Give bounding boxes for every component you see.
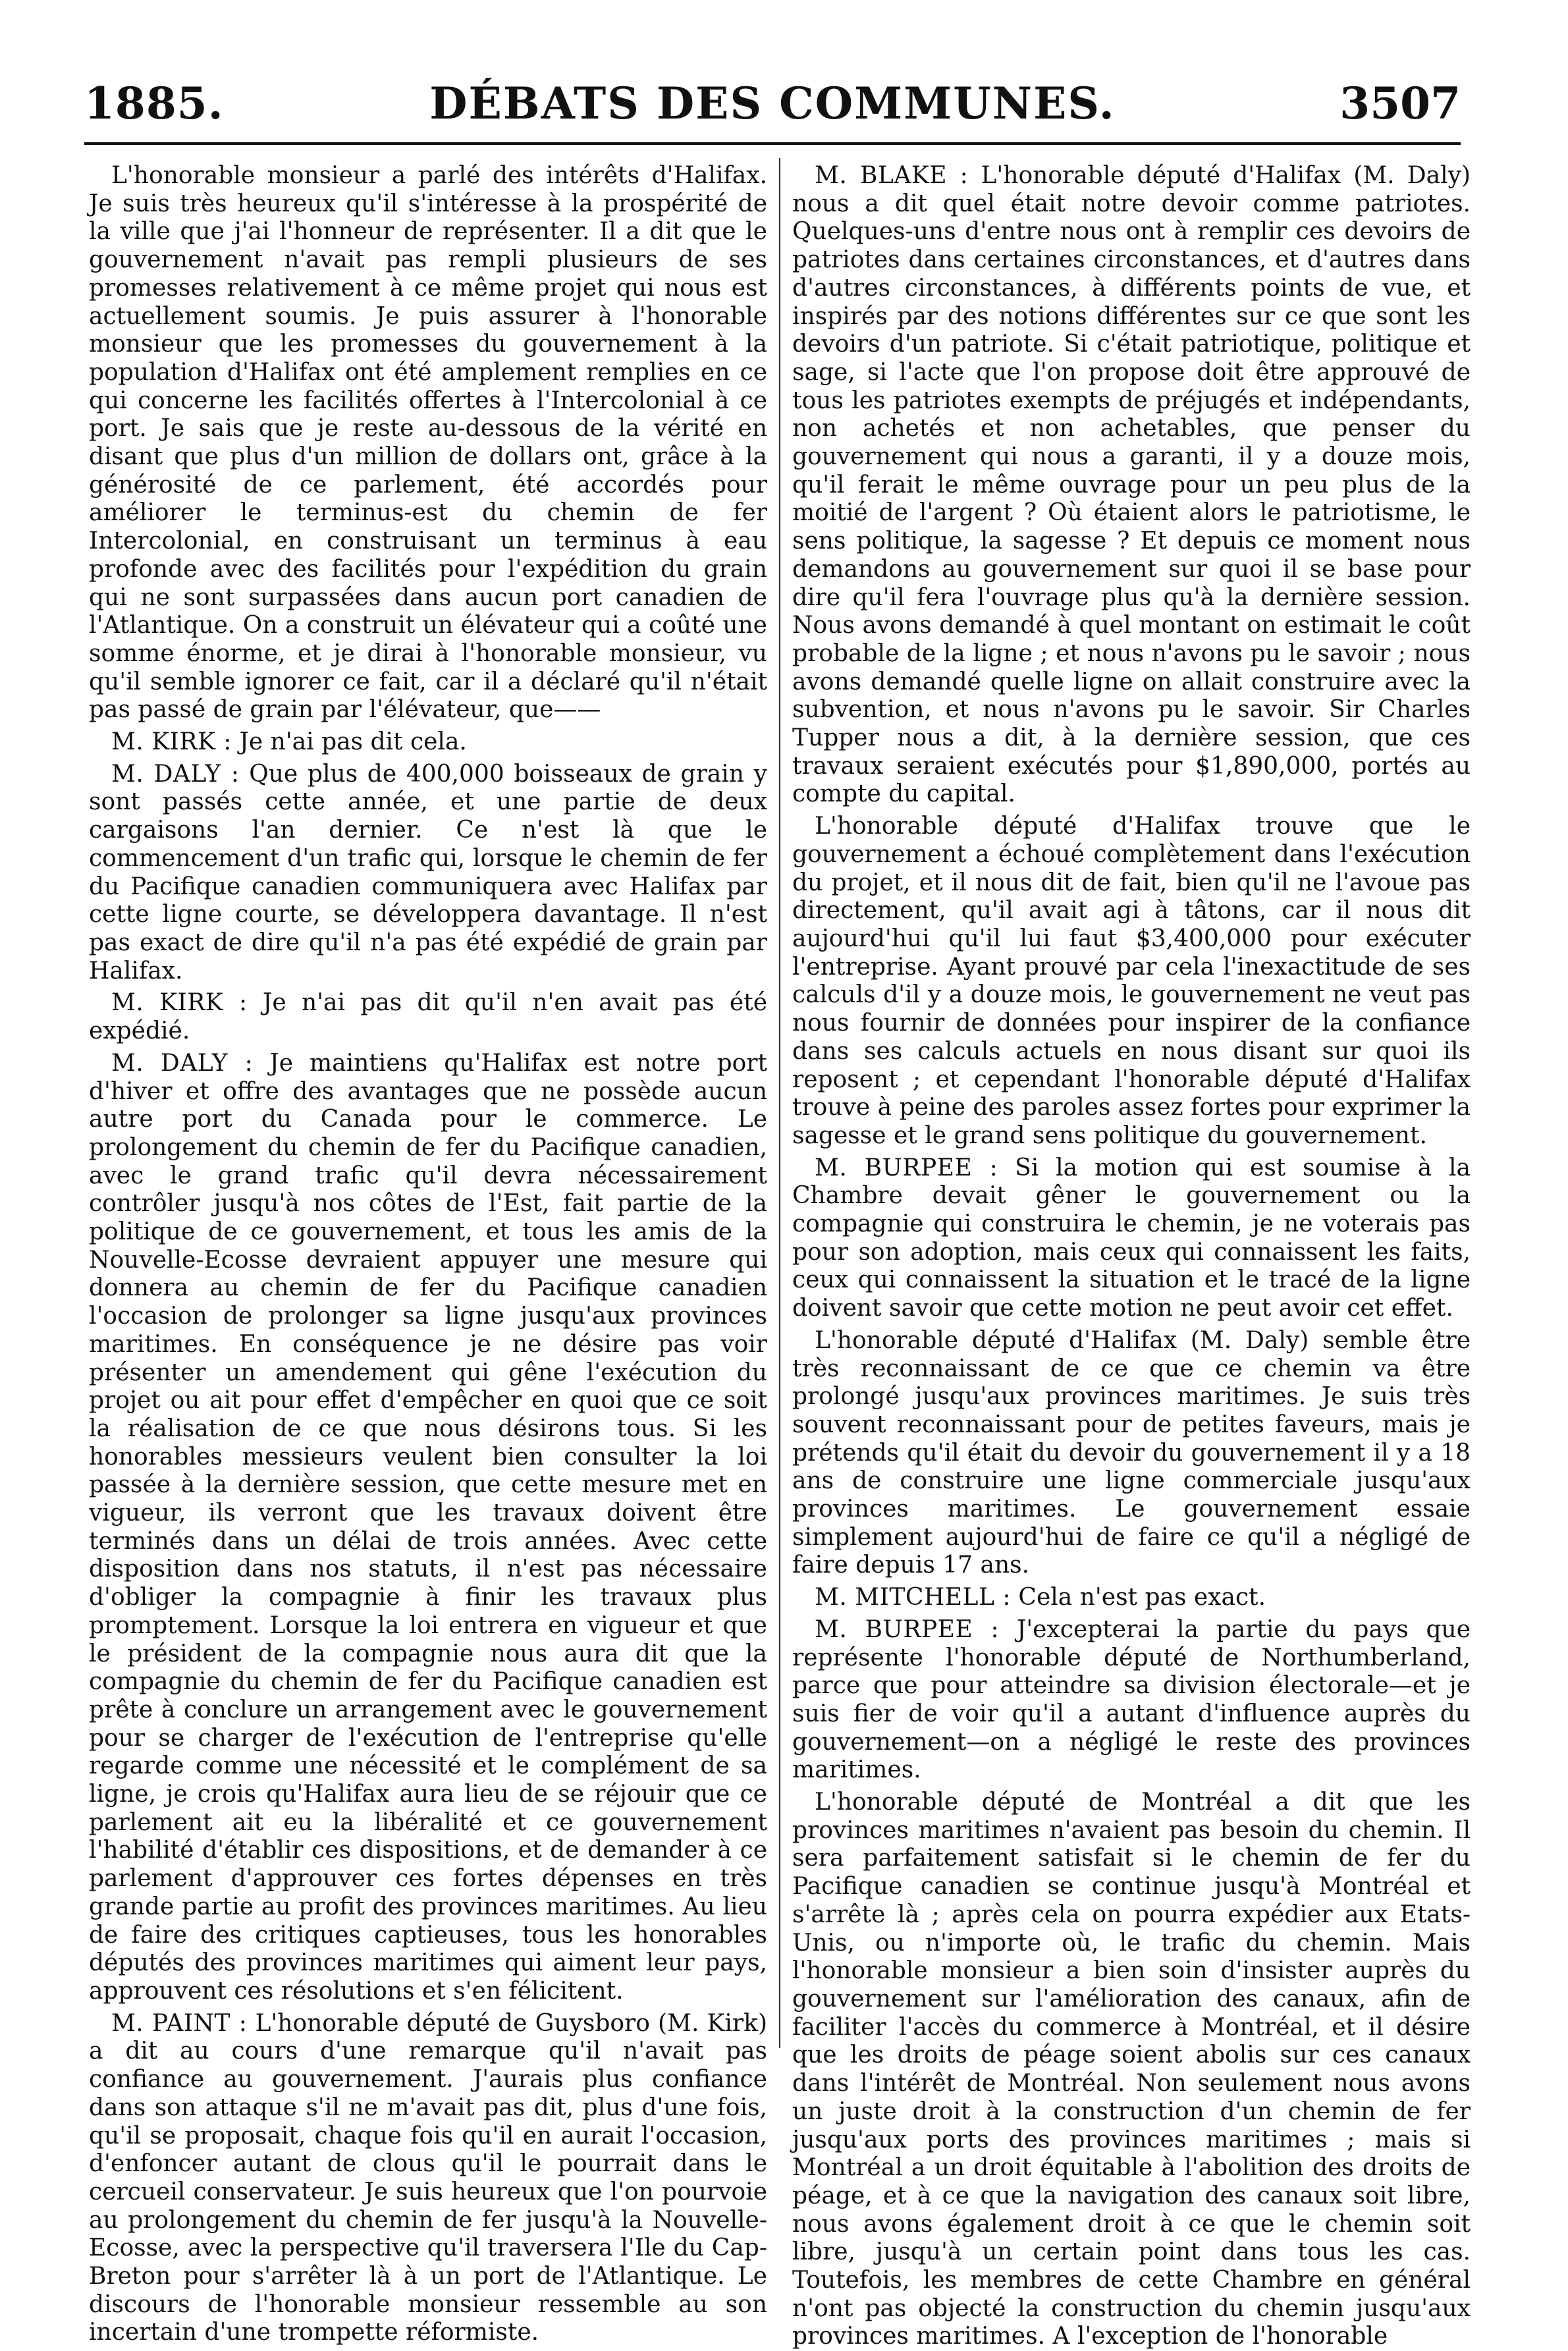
speaker-name: M. MITCHELL : [815, 1584, 1011, 1611]
header-page-number: 3507 [1339, 78, 1461, 129]
speaker-name: M. BURPEE : [815, 1154, 998, 1181]
speaker-name: M. KIRK : [111, 989, 248, 1017]
speaker-name: M. BLAKE : [815, 162, 969, 189]
paragraph [792, 162, 1471, 809]
right-column [792, 162, 1471, 2350]
header-title: DÉBATS DES COMMUNES. [429, 78, 1116, 129]
paragraph-text: Que plus de 400,000 boisseaux de grain y sont passés cette année, et une partie de deux cargaisons l'an dernier. Ce n'est là que le commencement d'un trafic qui, lorsque le chemin de fer du Pacifique canadien communiquera avec Halifax par cette ligne courte, se développera davantage. Il n'est pas exact de dire qu'il n'a pas été expédié de grain par Halifax. [89, 760, 767, 985]
paragraph-text: L'honorable député de Montréal a dit que les provinces maritimes n'avaient pas besoin du chemin. Il sera parfaitement satisfait si le chemin de fer du Pacifique canadien se continue jusqu'à Montréal et s'arrête là ; après cela on pourra expédier aux Etats-Unis, ou n'importe où, le trafic du chemin. Mais l'honorable monsieur a bien soin d'insister auprès du gouvernement sur l'amélioration des canaux, afin de faciliter l'accès du commerce à Montréal, et il désire que les droits de péage soient abolis sur ces canaux dans l'intérêt de Montréal. Non seulement nous avons un juste droit à la construction d'un chemin de fer jusqu'aux ports des provinces maritimes ; mais si Montréal a un droit équitable à l'abolition des droits de péage, et à ce que la navigation des canaux soit libre, nous avons également droit à ce que le chemin soit libre, jusqu'à un certain point dans tous les cas. Toutefois, les membres de cette Chambre en général n'ont pas objecté la construction du chemin jusqu'aux provinces maritimes. A l'exception de l'honorable [792, 1789, 1471, 2350]
paragraph-text: Je n'ai pas dit qu'il n'en avait pas été expédié. [89, 989, 768, 1045]
column-divider [779, 158, 780, 2048]
paragraph-text: Cela n'est pas exact. [1018, 1584, 1266, 1611]
paragraph [792, 1154, 1471, 1323]
paragraph [792, 1584, 1471, 1612]
header-rule [84, 142, 1461, 145]
speaker-name: M. KIRK : [111, 728, 232, 756]
paragraph [89, 1050, 767, 2006]
paragraph [89, 162, 767, 724]
paragraph-text: Si la motion qui est soumise à la Chambre devait gêner le gouvernement ou la compagnie qui construira le chemin, je ne voterais pas pour son adoption, mais ceux qui connaissent les faits, ceux qui connaissent la situation et le tracé de la ligne doivent savoir que cette motion ne peut avoir cet effet. [792, 1154, 1471, 1322]
speaker-name: M. PAINT : [111, 2009, 248, 2037]
paragraph [89, 989, 767, 1045]
paragraph-text: L'honorable député d'Halifax (M. Daly) nous a dit quel était notre devoir comme patriotes. Quelques-uns d'entre nous ont à remplir ces devoirs de patriotes dans certaines circonstances, et d'autres dans d'autres circonstances, à différents points de vue, et inspirés par des notions différentes sur ce que sont les devoirs d'un patriote. Si c'était patriotique, politique et sage, si l'acte que l'on propose doit être approuvé de tous les patriotes exempts de préjugés et indépendants, non achetés et non achetables, que penser du gouvernement qui nous a garanti, il y a douze mois, qu'il ferait le même ouvrage pour un peu plus de la moitié de l'argent ? Où étaient alors le patriotisme, le sens politique, la sagesse ? Et depuis ce moment nous demandons au gouvernement sur quoi il se base pour dire qu'il fera l'ouvrage plus qu'à la dernière session. Nous avons demandé à quel montant on estimait le coût probable de la ligne ; et nous n'avons pu le savoir ; nous avons demandé quelle ligne on allait construire avec la subvention, et nous n'avons pu le savoir. Sir Charles Tupper nous a dit, à la dernière session, que ces travaux seraient exécutés pour $1,890,000, portés au compte du capital. [792, 162, 1471, 808]
paragraph [792, 813, 1471, 1150]
paragraph-text: L'honorable monsieur a parlé des intérêts d'Halifax. Je suis très heureux qu'il s'intéresse à la prospérité de la ville que j'ai l'honneur de représenter. Il a dit que le gouvernement n'avait pas rempli plusieurs de ses promesses relativement à ce même projet qui nous est actuellement soumis. Je puis assurer à l'honorable monsieur que les promesses du gouvernement à la population d'Halifax ont été amplement remplies en ce qui concerne les facilités offertes à l'Intercolonial à ce port. Je sais que je reste au-dessous de la vérité en disant que plus d'un million de dollars ont, grâce à la générosité de ce parlement, été accordés pour améliorer le terminus-est du chemin de fer Intercolonial, en construisant un terminus à eau profonde avec des facilités pour l'expédition du grain qui ne sont surpassées dans aucun port canadien de l'Atlantique. On a construit un élévateur qui a coûté une somme énorme, et je dirai à l'honorable monsieur, vu qu'il semble ignorer ce fait, car il a déclaré qu'il n'était pas passé de grain par l'élévateur, que—— [89, 162, 767, 724]
paragraph [89, 728, 767, 757]
paragraph-text: J'excepterai la partie du pays que représente l'honorable député de Northumberland, parce que pour atteindre sa division électorale—et je suis fier de voir qu'il a autant d'influence auprès du gouvernement—on a négligé le reste des provinces maritimes. [792, 1615, 1471, 1784]
page-header [84, 78, 1461, 137]
paragraph [89, 761, 767, 986]
paragraph-text: Je n'ai pas dit cela. [239, 728, 467, 756]
paragraph-text: Je maintiens qu'Halifax est notre port d'hiver et offre des avantages que ne possède aucun autre port du Canada pour le commerce. Le prolongement du chemin de fer du Pacifique canadien, avec le grand trafic qu'il devra nécessairement contrôler jusqu'à nos côtes de l'Est, fait partie de la politique de ce gouvernement, et tous les amis de la Nouvelle-Ecosse devraient appuyer une mesure qui donnera au chemin de fer du Pacifique canadien l'occasion de prolonger sa ligne jusqu'aux provinces maritimes. En conséquence je ne désire pas voir présenter un amendement qui gêne l'exécution du projet ou ait pour effet d'empêcher en quoi que ce soit la réalisation de ce que nous désirons tous. Si les honorables messieurs veulent bien consulter la loi passée à la dernière session, que cette mesure met en vigueur, ils verront que les travaux doivent être terminés dans un délai de trois années. Avec cette disposition dans nos statuts, il n'est pas nécessaire d'obliger la compagnie à finir les travaux plus promptement. Lorsque la loi entrera en vigueur et que le président de la compagnie nous aura dit que la compagnie du chemin de fer du Pacifique canadien est prête à conclure un arrangement avec le gouvernement pour se charger de l'exécution de l'entreprise qu'elle regarde comme une nécessité et le complément de sa ligne, je crois qu'Halifax aura lieu de se réjouir que ce parlement ait eu la libéralité et ce gouvernement l'habilité d'établir ces dispositions, et de demander à ce parlement d'approuver ces fortes dépenses en très grande partie au profit des provinces maritimes. Au lieu de faire des critiques captieuses, tous les honorables députés des provinces maritimes qui aiment leur pays, approuvent ces résolutions et s'en félicitent. [89, 1049, 767, 2005]
speaker-name: M. DALY : [111, 760, 240, 788]
paragraph-text: L'honorable député d'Halifax trouve que le gouvernement a échoué complètement dans l'exécution du projet, et il nous dit de fait, bien qu'il ne l'avoue pas directement, qu'il avait agi à tâtons, car il nous dit aujourd'hui qu'il lui faut $3,400,000 pour exécuter l'entreprise. Ayant prouvé par cela l'inexactitude de ses calculs d'il y a douze mois, le gouvernement ne veut pas nous fournir de données pour inspirer de la confiance dans ses calculs actuels en nous disant sur quoi ils reposent ; et cependant l'honorable député d'Halifax trouve à peine des paroles assez fortes pour exprimer la sagesse et le grand sens politique du gouvernement. [792, 813, 1471, 1149]
left-column [89, 162, 768, 2346]
speaker-name: M. DALY : [111, 1049, 254, 1077]
paragraph [792, 1789, 1471, 2351]
speaker-name: M. BURPEE : [815, 1615, 1000, 1643]
paragraph [89, 2010, 767, 2347]
paragraph [792, 1616, 1471, 1785]
paragraph [792, 1327, 1471, 1580]
paragraph-text: L'honorable député de Guysboro (M. Kirk) a dit au cours d'une remarque qu'il n'avait pas confiance au gouvernement. J'aurais plus confiance dans son attaque s'il ne m'avait pas dit, plus d'une fois, qu'il se proposait, chaque fois qu'il en aurait l'occasion, d'enfoncer autant de clous qu'il le pourrait dans le cercueil conservateur. Je suis heureux que l'on pourvoie au prolongement du chemin de fer jusqu'à la Nouvelle-Ecosse, avec la perspective qu'il traversera l'Ile du Cap-Breton pour s'arrêter là à un port de l'Atlantique. Le discours de l'honorable monsieur ressemble au son incertain d'une trompette réformiste. [89, 2009, 767, 2346]
header-year: 1885. [84, 78, 224, 129]
paragraph-text: L'honorable député d'Halifax (M. Daly) semble être très reconnaissant de ce que ce chemin va être prolongé jusqu'aux provinces maritimes. Je suis très souvent reconnaissant pour de petites faveurs, mais je prétends qu'il était du devoir du gouvernement il y a 18 ans de construire une ligne commerciale jusqu'aux provinces maritimes. Le gouvernement essaie simplement aujourd'hui de faire ce qu'il a négligé de faire depuis 17 ans. [792, 1326, 1471, 1579]
